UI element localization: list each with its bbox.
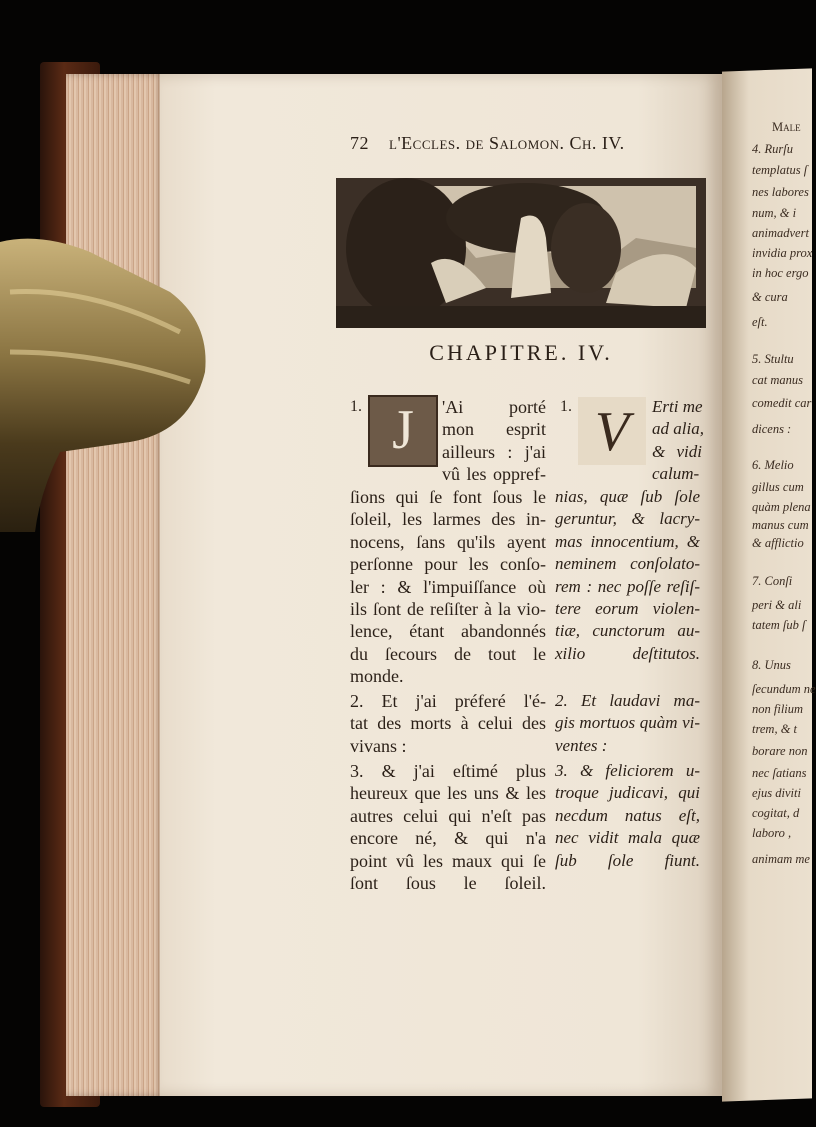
facing-page-line: non filium [752, 702, 804, 716]
facing-page-line: borare non [752, 744, 808, 758]
latin-line: xilio deſtitutos. [555, 643, 700, 663]
latin-line: rem : nec poſſe reſiſ- [555, 576, 700, 596]
facing-page-line: 4. Rurſu [752, 142, 793, 156]
french-line: vû les oppref- [442, 464, 546, 485]
facing-page-line: peri & ali [752, 598, 802, 612]
brass-clasp [0, 232, 210, 532]
french-line: lence, étant abandonnés [350, 621, 546, 642]
latin-line: calum- [652, 464, 700, 484]
facing-page-line: comedit car [752, 396, 812, 410]
facing-page-line: in hoc ergo [752, 266, 809, 280]
french-line: mon esprit [442, 419, 546, 440]
facing-page-line: cogitat, d [752, 806, 800, 820]
french-line: autres celui qui n'eſt pas [350, 805, 546, 826]
facing-page-line: ejus diviti [752, 786, 801, 800]
facing-page-line: & afflictio [752, 536, 804, 550]
facing-page-line: 5. Stultu [752, 352, 794, 366]
latin-line: geruntur, & lacry- [555, 509, 700, 529]
facing-page-line: nec ſatians [752, 766, 807, 780]
latin-line: ſub ſole fiunt. [555, 850, 700, 870]
latin-line: mas innocentium, & [555, 531, 700, 551]
latin-line: gis mortuos quàm vi- [555, 713, 700, 733]
facing-page-line: animadvert [752, 226, 809, 240]
latin-line: nec vidit mala quæ [555, 828, 700, 848]
latin-line: 2. Et laudavi ma- [555, 691, 700, 710]
latin-line: 3. & feliciorem u- [555, 761, 700, 780]
running-head [350, 133, 670, 154]
french-line: ler : & l'impuiſſance où [350, 576, 546, 597]
french-line: ils ſont de reſiſter à la vio- [350, 599, 546, 619]
latin-line: ventes : [555, 735, 608, 755]
french-line: vivans : [350, 735, 407, 756]
french-line: nocens, ſans qu'ils ayent [350, 531, 546, 552]
latin-line: tiæ, cunctorum au- [555, 621, 700, 641]
french-line: ſions qui ſe font ſous le [350, 487, 546, 507]
facing-page-line: tatem ſub ſ [752, 618, 806, 632]
drop-cap-v: V [578, 397, 646, 465]
latin-line: nias, quæ ſub ſole [555, 487, 700, 506]
french-line: 2. Et j'ai préferé l'é- [350, 691, 546, 711]
french-line: du ſecours de tout le [350, 643, 546, 664]
french-line: heureux que les uns & les [350, 783, 546, 804]
facing-page-line: Male [772, 120, 801, 134]
latin-verse-number: 1. [560, 398, 572, 415]
facing-page-line: 8. Unus [752, 658, 791, 672]
facing-page-line: animam me [752, 852, 810, 866]
french-line: ſoleil, les larmes des in- [350, 509, 546, 530]
latin-line: Erti me [652, 397, 703, 416]
facing-page-line: manus cum [752, 518, 809, 532]
french-line: monde. [350, 666, 404, 687]
facing-page-line: & cura [752, 290, 788, 304]
french-line: 'Ai porté [442, 397, 546, 417]
facing-page-line: nes labores [752, 185, 809, 199]
french-line: ſont ſous le ſoleil. [350, 873, 546, 893]
running-title: l'Eccles. de Salomon. Ch. IV. [389, 133, 625, 153]
latin-line: troque judicavi, qui [555, 783, 700, 803]
page-number: 72 [350, 133, 369, 153]
facing-page-line: ſecundum ne [752, 682, 816, 696]
woodcut-illustration [336, 178, 706, 328]
page-edges [66, 74, 166, 1096]
latin-line: tere eorum violen- [555, 599, 700, 618]
facing-page-line: quàm plena [752, 500, 811, 514]
facing-page-line: 7. Conſi [752, 574, 793, 588]
french-line: encore né, & qui n'a [350, 828, 546, 849]
drop-cap-j: J [368, 395, 438, 467]
french-line: perſonne pour les conſo- [350, 554, 546, 575]
facing-page-line: templatus ſ [752, 163, 808, 177]
french-line: tat des morts à celui des [350, 713, 546, 734]
facing-page-line: dicens : [752, 422, 792, 436]
facing-page-line: trem, & t [752, 722, 798, 736]
chapter-title: CHAPITRE. IV. [429, 340, 613, 365]
facing-page-line: gillus cum [752, 480, 804, 494]
facing-page-line: laboro , [752, 826, 792, 840]
facing-page-line: eſt. [752, 315, 768, 329]
latin-line: necdum natus eſt, [555, 805, 700, 825]
latin-line: neminem conſolato- [555, 554, 700, 574]
french-line: point vû les maux qui ſe [350, 850, 546, 871]
facing-page-line: num, & i [752, 206, 797, 220]
latin-line: & vidi [652, 441, 702, 461]
french-verse-number: 1. [350, 398, 362, 415]
facing-page-line: invidia prox [752, 246, 813, 260]
latin-line: ad alia, [652, 419, 704, 439]
french-line: 3. & j'ai eſtimé plus [350, 761, 546, 781]
facing-page-line: 6. Melio [752, 458, 794, 472]
french-line: ailleurs : j'ai [442, 441, 546, 462]
facing-page-line: cat manus [752, 373, 804, 387]
